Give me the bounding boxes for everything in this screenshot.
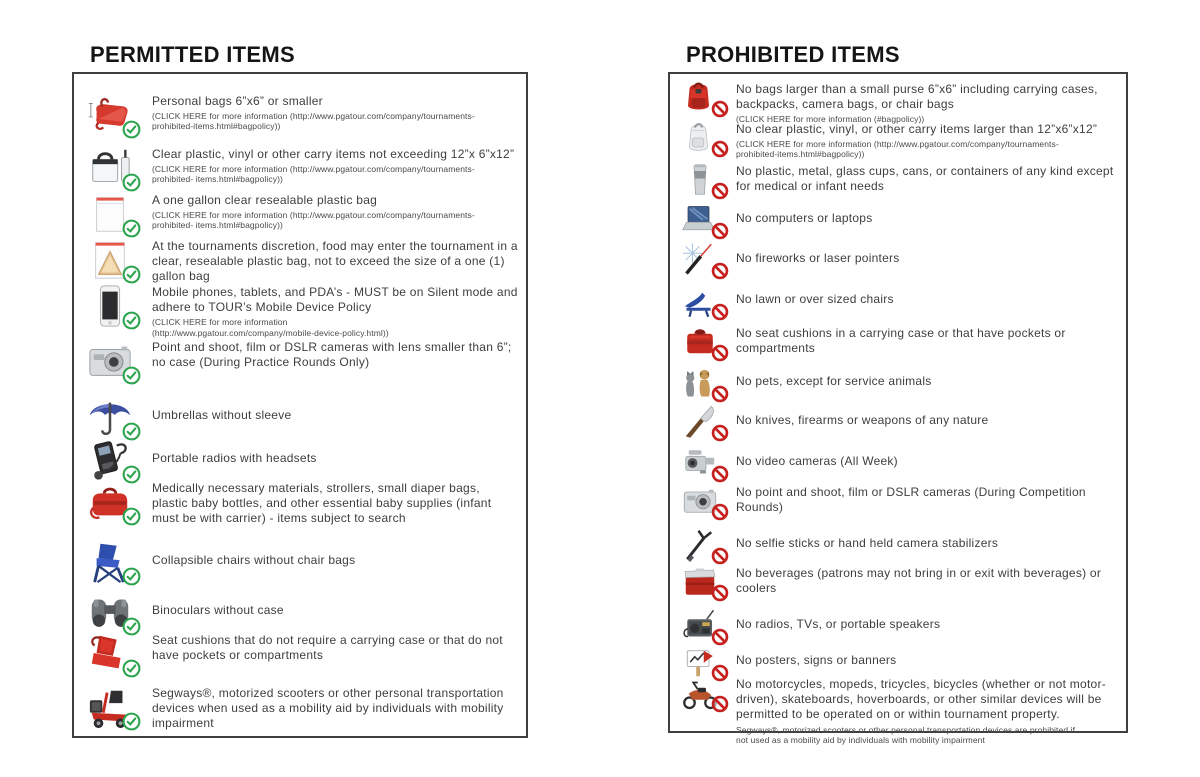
- umbrella-icon: [86, 394, 134, 440]
- item-text: No selfie sticks or hand held camera stabilizers: [736, 536, 999, 550]
- permitted-item-row: [82, 589, 518, 631]
- item-text: At the tournaments discretion, food may enter the tournament in a clear, resealable plastic bag, not to exceed the size of a one (1) gallon bag: [152, 239, 518, 284]
- item-text: Portable radios with headsets: [152, 451, 317, 465]
- item-text: No seat cushions in a carrying case or that have pockets or compartments: [736, 326, 1066, 356]
- prohibited-item-row: [678, 608, 1120, 644]
- check-badge-icon: [122, 219, 141, 238]
- item-text: Medically necessary materials, strollers, small diaper bags, plastic baby bottles, and other essential baby supplies (infant must be with carrier) - items subject to search: [152, 481, 492, 526]
- item-text: No point and shoot, film or DSLR cameras (During Competition Rounds): [736, 485, 1086, 515]
- permitted-item-row: [82, 191, 518, 237]
- no-symbol-icon: [711, 547, 729, 565]
- prohibited-title: PROHIBITED ITEMS: [686, 42, 900, 67]
- prohibited-item-row: [678, 202, 1120, 242]
- mobility-scooter-icon: [86, 684, 134, 730]
- item-text: A one gallon clear resealable plastic bag: [152, 193, 378, 207]
- cooler-icon: [680, 564, 720, 600]
- prohibited-item-row: [678, 644, 1120, 675]
- permitted-item-row: [82, 338, 518, 394]
- item-text: No pets, except for service animals: [736, 374, 932, 388]
- no-symbol-icon: [711, 465, 729, 483]
- no-symbol-icon: [711, 182, 729, 200]
- fine-print: Segways®, motorized scooters or other personal transportation devices are prohibited if not used as a mobility aid by individuals with mobility impairment: [736, 724, 1076, 745]
- check-badge-icon: [122, 311, 141, 330]
- camera-icon: [680, 483, 720, 519]
- seat-cushion-icon: [86, 631, 134, 677]
- permitted-item-row: [82, 479, 518, 539]
- no-symbol-icon: [711, 695, 729, 713]
- medical-bag-icon: [86, 479, 134, 525]
- more-info-link[interactable]: (CLICK HERE for more information (http://www.pgatour.com/company/tournaments-prohibited-items.html#bagpolicy)): [736, 139, 1059, 160]
- prohibited-item-row: [678, 564, 1120, 608]
- prohibited-item-row: [678, 365, 1120, 404]
- tumbler-icon: [680, 162, 720, 198]
- permitted-title: PERMITTED ITEMS: [90, 42, 295, 67]
- prohibited-item-row: [678, 675, 1120, 745]
- permitted-item-row: [82, 684, 518, 732]
- more-info-link[interactable]: (CLICK HERE for more information (http://www.pgatour.com/company/tournaments-prohibited-items.html#bagpolicy)): [152, 111, 475, 132]
- no-symbol-icon: [711, 424, 729, 442]
- mobile-phone-icon: [86, 283, 134, 329]
- item-text: Clear plastic, vinyl or other carry items not exceeding 12”x 6”x12”: [152, 147, 515, 161]
- prohibited-item-row: [678, 324, 1120, 365]
- item-text: Collapsible chairs without chair bags: [152, 553, 356, 567]
- camera-icon: [86, 338, 134, 384]
- prohibited-item-row: [678, 445, 1120, 483]
- item-text: No clear plastic, vinyl, or other carry items larger than 12”x6”x12”: [736, 122, 1098, 136]
- permitted-item-row: [82, 437, 518, 479]
- no-symbol-icon: [711, 222, 729, 240]
- item-text: Seat cushions that do not require a carrying case or that do not have pockets or compartments: [152, 633, 503, 663]
- prohibited-item-row: [678, 483, 1120, 527]
- item-text: No posters, signs or banners: [736, 653, 897, 667]
- prohibited-item-row: [678, 80, 1120, 125]
- laser-pointer-icon: [680, 242, 720, 278]
- no-symbol-icon: [711, 100, 729, 118]
- item-text: No lawn or over sized chairs: [736, 292, 894, 306]
- item-text: No plastic, metal, glass cups, cans, or containers of any kind except for medical or infant needs: [736, 164, 1114, 194]
- clear-tote-icon: [86, 145, 134, 191]
- item-text: No computers or laptops: [736, 211, 873, 225]
- permitted-item-row: [82, 394, 518, 437]
- check-badge-icon: [122, 265, 141, 284]
- ziplock-bag-icon: [86, 191, 134, 237]
- prohibited-box: [668, 72, 1128, 745]
- check-badge-icon: [122, 173, 141, 192]
- permitted-item-row: [82, 145, 518, 191]
- prohibited-item-row: [678, 242, 1120, 283]
- no-symbol-icon: [711, 584, 729, 602]
- selfie-stick-icon: [680, 527, 720, 563]
- video-camera-icon: [680, 445, 720, 481]
- prohibited-list: [678, 80, 1120, 745]
- clear-backpack-icon: [680, 120, 720, 156]
- item-text: No radios, TVs, or portable speakers: [736, 617, 941, 631]
- lounge-chair-icon: [680, 283, 720, 319]
- no-symbol-icon: [711, 385, 729, 403]
- no-symbol-icon: [711, 344, 729, 362]
- item-text: Binoculars without case: [152, 603, 284, 617]
- check-badge-icon: [122, 659, 141, 678]
- item-text: No video cameras (All Week): [736, 454, 898, 468]
- boombox-icon: [680, 608, 720, 644]
- more-info-link[interactable]: (CLICK HERE for more information (http://www.pgatour.com/company/tournaments-prohibited- items.html#bagpolicy)): [152, 210, 475, 231]
- cushion-case-icon: [680, 324, 720, 360]
- folding-chair-icon: [86, 539, 134, 585]
- prohibited-item-row: [678, 527, 1120, 564]
- motorcycle-icon: [680, 675, 720, 711]
- more-info-link[interactable]: (CLICK HERE for more information (http://www.pgatour.com/company/mobile-device-policy.html)): [152, 317, 389, 338]
- item-text: No fireworks or laser pointers: [736, 251, 900, 265]
- knife-icon: [680, 404, 720, 440]
- prohibited-item-row: [678, 162, 1120, 202]
- permitted-item-row: [82, 283, 518, 338]
- item-text: Personal bags 6”x6” or smaller: [152, 94, 323, 108]
- no-symbol-icon: [711, 503, 729, 521]
- permitted-list: [82, 92, 518, 732]
- item-text: No knives, firearms or weapons of any nature: [736, 413, 989, 427]
- item-text: No beverages (patrons may not bring in or exit with beverages) or coolers: [736, 566, 1102, 596]
- prohibited-item-row: [678, 120, 1120, 162]
- permitted-item-row: [82, 631, 518, 684]
- check-badge-icon: [122, 712, 141, 731]
- laptop-icon: [680, 202, 720, 238]
- item-text: No bags larger than a small purse 6”x6” including carrying cases, backpacks, camera bags, or chair bags: [736, 82, 1098, 112]
- prohibited-item-row: [678, 283, 1120, 324]
- item-text: Umbrellas without sleeve: [152, 408, 292, 422]
- backpack-icon: [680, 80, 720, 116]
- permitted-item-row: [82, 539, 518, 589]
- food-bag-icon: [86, 237, 134, 283]
- check-badge-icon: [122, 366, 141, 385]
- more-info-link[interactable]: (CLICK HERE for more information (http://www.pgatour.com/company/tournaments-prohibited- items.html#bagpolicy)): [152, 164, 475, 185]
- permitted-item-row: [82, 237, 518, 283]
- item-text: Segways®, motorized scooters or other personal transportation devices when used as a mobility aid by individuals with mobility impairment: [152, 686, 504, 731]
- item-text: Mobile phones, tablets, and PDA’s - MUST be on Silent mode and adhere to TOUR’s Mobile Device Policy: [152, 285, 518, 315]
- check-badge-icon: [122, 567, 141, 586]
- check-badge-icon: [122, 120, 141, 139]
- no-symbol-icon: [711, 303, 729, 321]
- prohibited-item-row: [678, 404, 1120, 445]
- permitted-item-row: [82, 92, 518, 145]
- binoculars-icon: [86, 589, 134, 635]
- check-badge-icon: [122, 507, 141, 526]
- more-info-link[interactable]: (CLICK HERE for more information (#bagpolicy)): [736, 114, 925, 125]
- no-symbol-icon: [711, 262, 729, 280]
- permitted-box: [72, 72, 528, 738]
- purse-icon: [86, 92, 134, 138]
- no-symbol-icon: [711, 140, 729, 158]
- portable-radio-icon: [86, 437, 134, 483]
- item-text: No motorcycles, mopeds, tricycles, bicycles (whether or not motor-driven), skateboards, hoverboards, or other similar devices will be permitted to be operated on or within tournament property.: [736, 677, 1106, 722]
- pets-icon: [680, 365, 720, 401]
- item-text: Point and shoot, film or DSLR cameras with lens smaller than 6”; no case (During Practice Rounds Only): [152, 340, 512, 370]
